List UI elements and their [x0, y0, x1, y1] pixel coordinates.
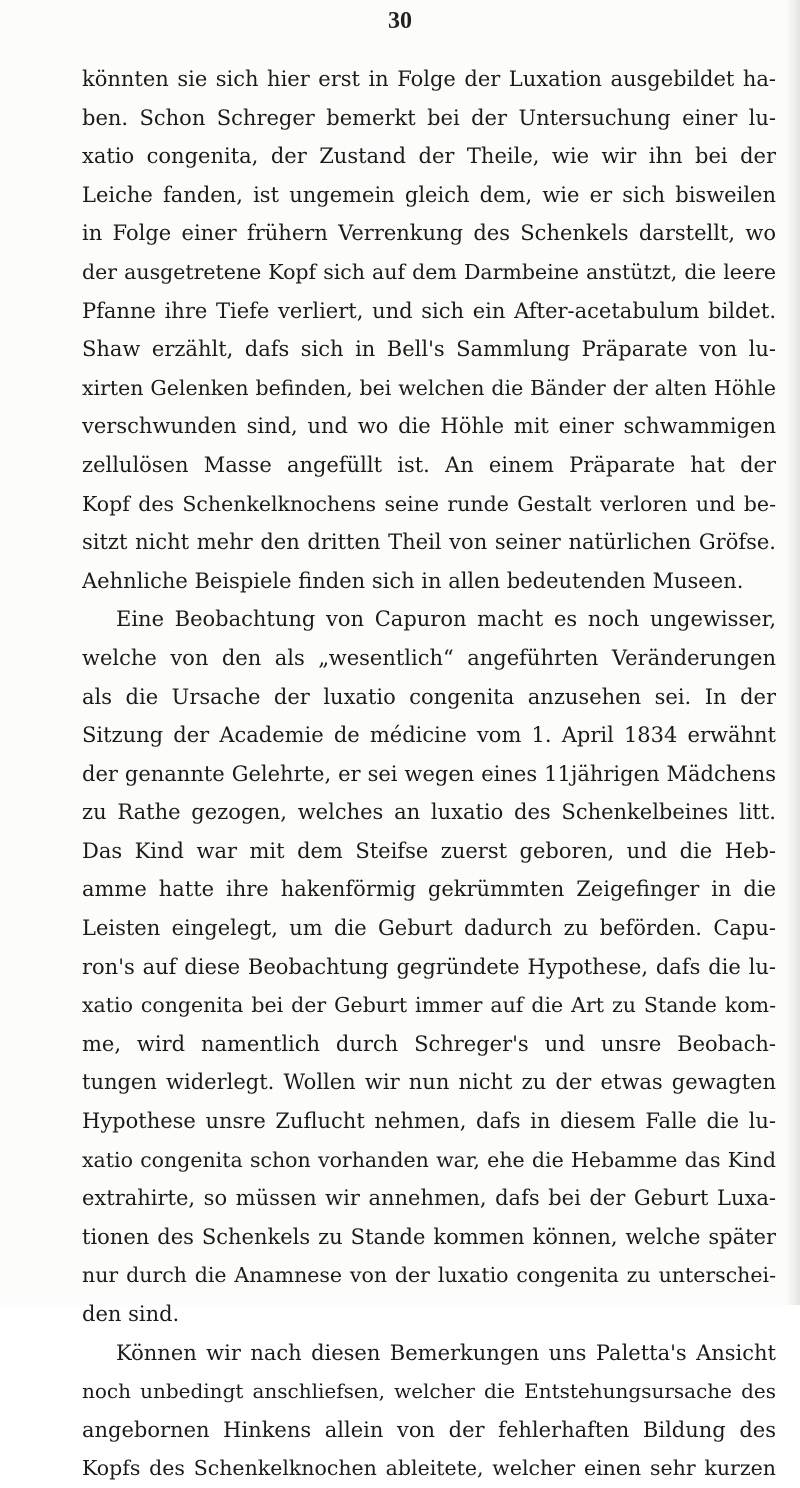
page-number: 30 [388, 8, 412, 34]
text-line: angebornen Hinkens allein von der fehlerhaften Bildung des [82, 1417, 776, 1442]
text-line: Sitzung der Academie de médicine vom 1. April 1834 erwähnt [82, 723, 776, 748]
text-line: Hypothese unsre Zuflucht nehmen, dafs in diesem Falle die lu- [82, 1109, 776, 1134]
text-line: Kopf des Schenkelknochens seine runde Gestalt verloren und be- [82, 491, 776, 516]
text-line: in Folge einer frühern Verrenkung des Schenkels darstellt, wo [82, 221, 776, 246]
text-line: extrahirte, so müssen wir annehmen, dafs bei der Geburt Luxa- [82, 1186, 776, 1211]
text-line: zellulösen Masse angefüllt ist. An einem Präparate hat der [82, 452, 776, 477]
text-line: ron's auf diese Beobachtung gegründete Hypothese, dafs die lu- [82, 954, 776, 979]
page-edge-shadow [786, 0, 800, 1305]
text-line: nur durch die Anamnese von der luxatio congenita zu unterschei- [82, 1263, 776, 1288]
text-line: Kopfs des Schenkelknochen ableitete, welcher einen sehr kurzen [82, 1456, 776, 1481]
text-line: sitzt nicht mehr den dritten Theil von seiner natürlichen Gröfse. [82, 530, 776, 555]
text-line: tionen des Schenkels zu Stande kommen können, welche später [82, 1224, 776, 1249]
text-line: den sind. [82, 1302, 180, 1326]
text-line: als die Ursache der luxatio congenita anzusehen sei. In der [82, 684, 776, 709]
body-text [82, 60, 776, 1488]
text-line: Können wir nach diesen Bemerkungen uns Paletta's Ansicht [116, 1340, 776, 1365]
text-line: tungen widerlegt. Wollen wir nun nicht zu der etwas gewagten [82, 1070, 776, 1095]
text-line: könnten sie sich hier erst in Folge der Luxation ausgebildet ha- [82, 67, 776, 91]
text-line: me, wird namentlich durch Schreger's und unsre Beobach- [82, 1031, 776, 1056]
text-line: Aehnliche Beispiele finden sich in allen bedeutenden Museen. [82, 568, 744, 593]
text-line: Eine Beobachtung von Capuron macht es noch ungewisser, [116, 607, 776, 632]
text-line: verschwunden sind, und wo die Höhle mit einer schwammigen [82, 414, 776, 439]
text-line: xatio congenita schon vorhanden war, ehe die Hebamme das Kind [82, 1147, 776, 1172]
text-line: ben. Schon Schreger bemerkt bei der Untersuchung einer lu- [82, 105, 776, 130]
text-line: xatio congenita bei der Geburt immer auf die Art zu Stande kom- [82, 993, 776, 1018]
text-line: amme hatte ihre hakenförmig gekrümmten Zeigefinger in die [82, 877, 776, 902]
text-line: xatio congenita, der Zustand der Theile, wie wir ihn bei der [82, 144, 776, 169]
text-line: welche von den als „wesentlich“ angeführten Veränderungen [82, 645, 776, 670]
text-line: der ausgetretene Kopf sich auf dem Darmbeine anstützt, die leere [82, 259, 776, 284]
text-line: Shaw erzählt, dafs sich in Bell's Sammlung Präparate von lu- [82, 337, 776, 362]
text-line: Das Kind war mit dem Steifse zuerst geboren, und die Heb- [82, 838, 776, 863]
text-line: Leiche fanden, ist ungemein gleich dem, wie er sich bisweilen [82, 182, 776, 207]
text-line: Pfanne ihre Tiefe verliert, und sich ein After-acetabulum bildet. [82, 298, 776, 323]
text-line: noch unbedingt anschliefsen, welcher die Entstehungsursache des [82, 1379, 776, 1404]
text-line: xirten Gelenken befinden, bei welchen die Bänder der alten Höhle [82, 375, 776, 400]
text-line: der genannte Gelehrte, er sei wegen eines 11jährigen Mädchens [82, 761, 776, 786]
text-line: zu Rathe gezogen, welches an luxatio des Schenkelbeines litt. [82, 800, 776, 825]
text-line: Leisten eingelegt, um die Geburt dadurch zu beförden. Capu- [82, 916, 776, 941]
